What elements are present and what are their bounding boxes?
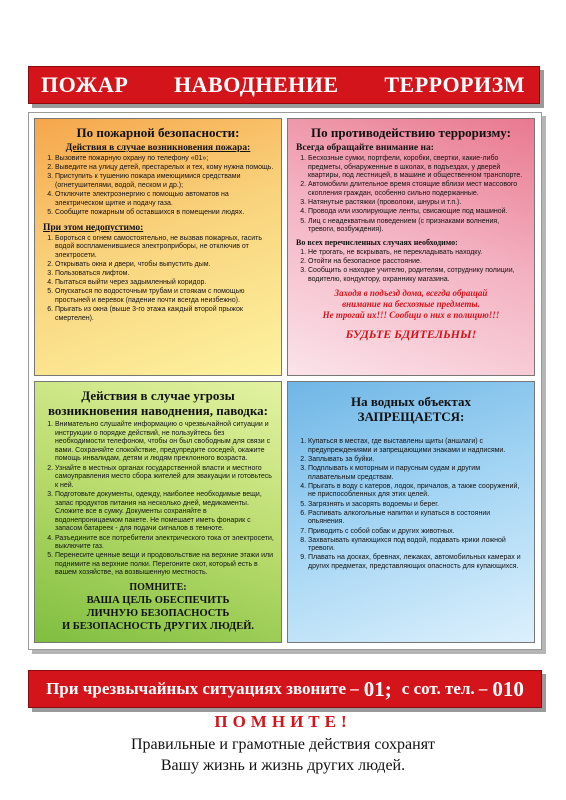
list-item: 1. Вызовите пожарную охрану по телефону «01»; [55, 155, 275, 164]
list-item: 2. Открывать окна и двери, чтобы выпустить дым. [55, 261, 275, 270]
list-item: 4. Отключите электроэнергию с помощью автоматов на электрическом щитке и подачу газа. [55, 191, 275, 208]
list-item: 1. Бесхозные сумки, портфели, коробки, свертки, какие-либо предметы, обнаруженные в школах, в подъездах, у дверей квартиры, под лестницей, в машине и общественном транспорте. [308, 155, 528, 181]
note-line: Не трогай их!!! Сообщи о них в полицию!!! [322, 310, 500, 321]
list-item: 4. Прыгать в воду с катеров, лодок, причалов, а также сооружений, не приспособленных для этих целей. [308, 483, 528, 500]
fire-actions-heading: Действия в случае возникновения пожара: [65, 143, 251, 153]
list-item: 5. Загрязнять и засорять водоемы и берег. [308, 501, 528, 510]
footer-remember-heading: ПОМНИТЕ! [214, 712, 352, 731]
list-item: 3. Подплывать к моторным и парусным судам и другим плавательным средствам. [308, 465, 528, 482]
note-line: внимание на бесхозные предметы. [342, 299, 480, 310]
emergency-number-landline: 01; [363, 676, 392, 701]
emergency-lead-text: При чрезвычайных ситуациях звоните – [46, 679, 359, 698]
goal-line: ВАША ЦЕЛЬ ОБЕСПЕЧИТЬ [86, 595, 230, 607]
fire-title: По пожарной безопасности: [76, 125, 240, 140]
list-item: 2. Отойти на безопасное расстояние. [308, 258, 528, 267]
emergency-phone-bar [28, 670, 542, 708]
flood-panel [34, 381, 282, 643]
banner-terror: ТЕРРОРИЗМ [384, 72, 525, 97]
list-item: 2. Автомобили длительное время стоящие вблизи мест массового скопления граждан, особенно сильно подержанные. [308, 181, 528, 198]
list-item: 1. Бороться с огнем самостоятельно, не вызвав пожарных, гасить водой воспламенившиеся электроприборы, не отключив от электросети. [55, 235, 275, 261]
flood-title [39, 388, 277, 418]
list-item: 1. Купаться в местах, где выставлены щиты (аншлаги) с предупреждениями и запрещающими знаками и надписями. [308, 438, 528, 455]
list-item: 2. Выведите на улицу детей, престарелых и тех, кому нужна помощь. [55, 164, 275, 173]
flood-remember-heading: ПОМНИТЕ: [129, 582, 187, 594]
terror-necessary-list [288, 249, 534, 285]
list-item: 5. Лиц с неадекватным поведением (с признаками волнения, тревоги, возбуждения). [308, 218, 528, 235]
list-item: 1. Внимательно слушайте информацию о чрезвычайной ситуации и инструкции о порядке действий, не пользуйтесь без необходимости телефоном, чтобы он был свободным для связи с вами. Сохраняйте спокойствие, предупредите соседей, окажите помощь инвалидам, детям и людям преклонного возраста. [55, 421, 275, 464]
goal-line: И БЕЗОПАСНОСТЬ ДРУГИХ ЛЮДЕЙ. [61, 621, 254, 633]
water-forbidden-list [288, 438, 534, 572]
list-item: 5. Опускаться по водосточным трубам и стоякам с помощью простыней и веревок (падение почти всегда неизбежно). [55, 288, 275, 305]
panels-frame [28, 112, 542, 650]
list-item: 2. Заплывать за буйки. [308, 456, 528, 465]
note-line: Заходя в подъезд дома, всегда обращай [334, 288, 488, 299]
water-title-line: На водных объектах [351, 394, 471, 409]
list-item: 5. Сообщите пожарным об оставшихся в помещении людях. [55, 209, 275, 218]
terror-attention-list [288, 155, 534, 235]
banner-flood: НАВОДНЕНИЕ [174, 72, 339, 97]
water-safety-panel [287, 381, 535, 643]
list-item: 6. Прыгать из окна (выше 3-го этажа каждый второй прыжок смертелен). [55, 306, 275, 323]
list-item: 3. Натянутые растяжки (проволоки, шнуры и т.п.). [308, 199, 528, 208]
list-item: 9. Плавать на досках, бревнах, лежаках, автомобильных камерах и других предметах, представляющих опасность для купающихся. [308, 554, 528, 571]
closing-line: Правильные и грамотные действия сохранят [130, 736, 436, 753]
list-item: 3. Пользоваться лифтом. [55, 270, 275, 279]
fire-forbidden-heading: При этом недопустимо: [43, 222, 144, 233]
footer-closing-text [0, 734, 566, 776]
flood-actions-list [35, 421, 281, 578]
terror-title: По противодействию терроризму: [311, 125, 511, 140]
list-item: 4. Разъедините все потребители электрического тока от электросети, выключите газ. [55, 535, 275, 552]
terror-warning-note [294, 288, 528, 321]
vigilant-slogan: БУДЬТЕ БДИТЕЛЬНЫ! [345, 327, 477, 342]
list-item: 1. Не трогать, не вскрывать, не перекладывать находку. [308, 249, 528, 258]
terror-necessary-heading: Во всех перечисленных случаях необходимо: [296, 237, 458, 247]
emergency-mobile-text: с сот. тел. – [401, 679, 488, 698]
list-item: 3. Приступить к тушению пожара имеющимися средствами (огнетушителями, водой, песком и др.); [55, 173, 275, 190]
fire-forbidden-list [35, 235, 281, 324]
closing-line: Вашу жизнь и жизнь других людей. [160, 757, 406, 774]
goal-line: ЛИЧНУЮ БЕЗОПАСНОСТЬ [86, 608, 230, 620]
emergency-number-mobile: 010 [492, 676, 524, 701]
list-item: 4. Пытаться выйти через задымленный коридор. [55, 279, 275, 288]
flood-goal-text [39, 594, 277, 633]
water-title [292, 394, 530, 424]
list-item: 3. Сообщить о находке учителю, родителям, сотруднику полиции, водителю, кондуктору, охраннику магазина. [308, 267, 528, 284]
list-item: 7. Приводить с собой собак и других животных. [308, 528, 528, 537]
flood-title-line: Действия в случае угрозы [81, 388, 235, 403]
fire-safety-panel [34, 118, 282, 376]
list-item: 3. Подготовьте документы, одежду, наиболее необходимые вещи, запас продуктов питания на несколько дней, медикаменты. Сложите все в сумку. Документы сохраняйте в водонепроницаемом пакете. Не помешает иметь фонарик с запасом батареек - для подачи сигналов в темноте. [55, 491, 275, 534]
list-item: 2. Узнайте в местных органах государственной власти и местного самоуправления место сбора жителей для эвакуации и готовьтесь к ней. [55, 465, 275, 491]
water-title-line: ЗАПРЕЩАЕТСЯ: [357, 409, 465, 424]
banner-fire: ПОЖАР [41, 72, 129, 97]
list-item: 8. Захватывать купающихся под водой, подавать крики ложной тревоги. [308, 537, 528, 554]
header-banner [28, 66, 540, 104]
terror-attention-heading: Всегда обращайте внимание на: [296, 143, 434, 153]
list-item: 5. Перенесите ценные вещи и продовольствие на верхние этажи или поднимите на верхние полки. Перегоните скот, который есть в вашем хозяйстве, на возвышенную местность. [55, 552, 275, 578]
list-item: 4. Провода или изолирующие ленты, свисающие под машиной. [308, 208, 528, 217]
terrorism-panel [287, 118, 535, 376]
flood-title-line: возникновения наводнения, паводка: [48, 403, 268, 418]
fire-actions-list [35, 155, 281, 218]
list-item: 6. Распивать алкогольные напитки и купаться в состоянии опьянения. [308, 510, 528, 527]
